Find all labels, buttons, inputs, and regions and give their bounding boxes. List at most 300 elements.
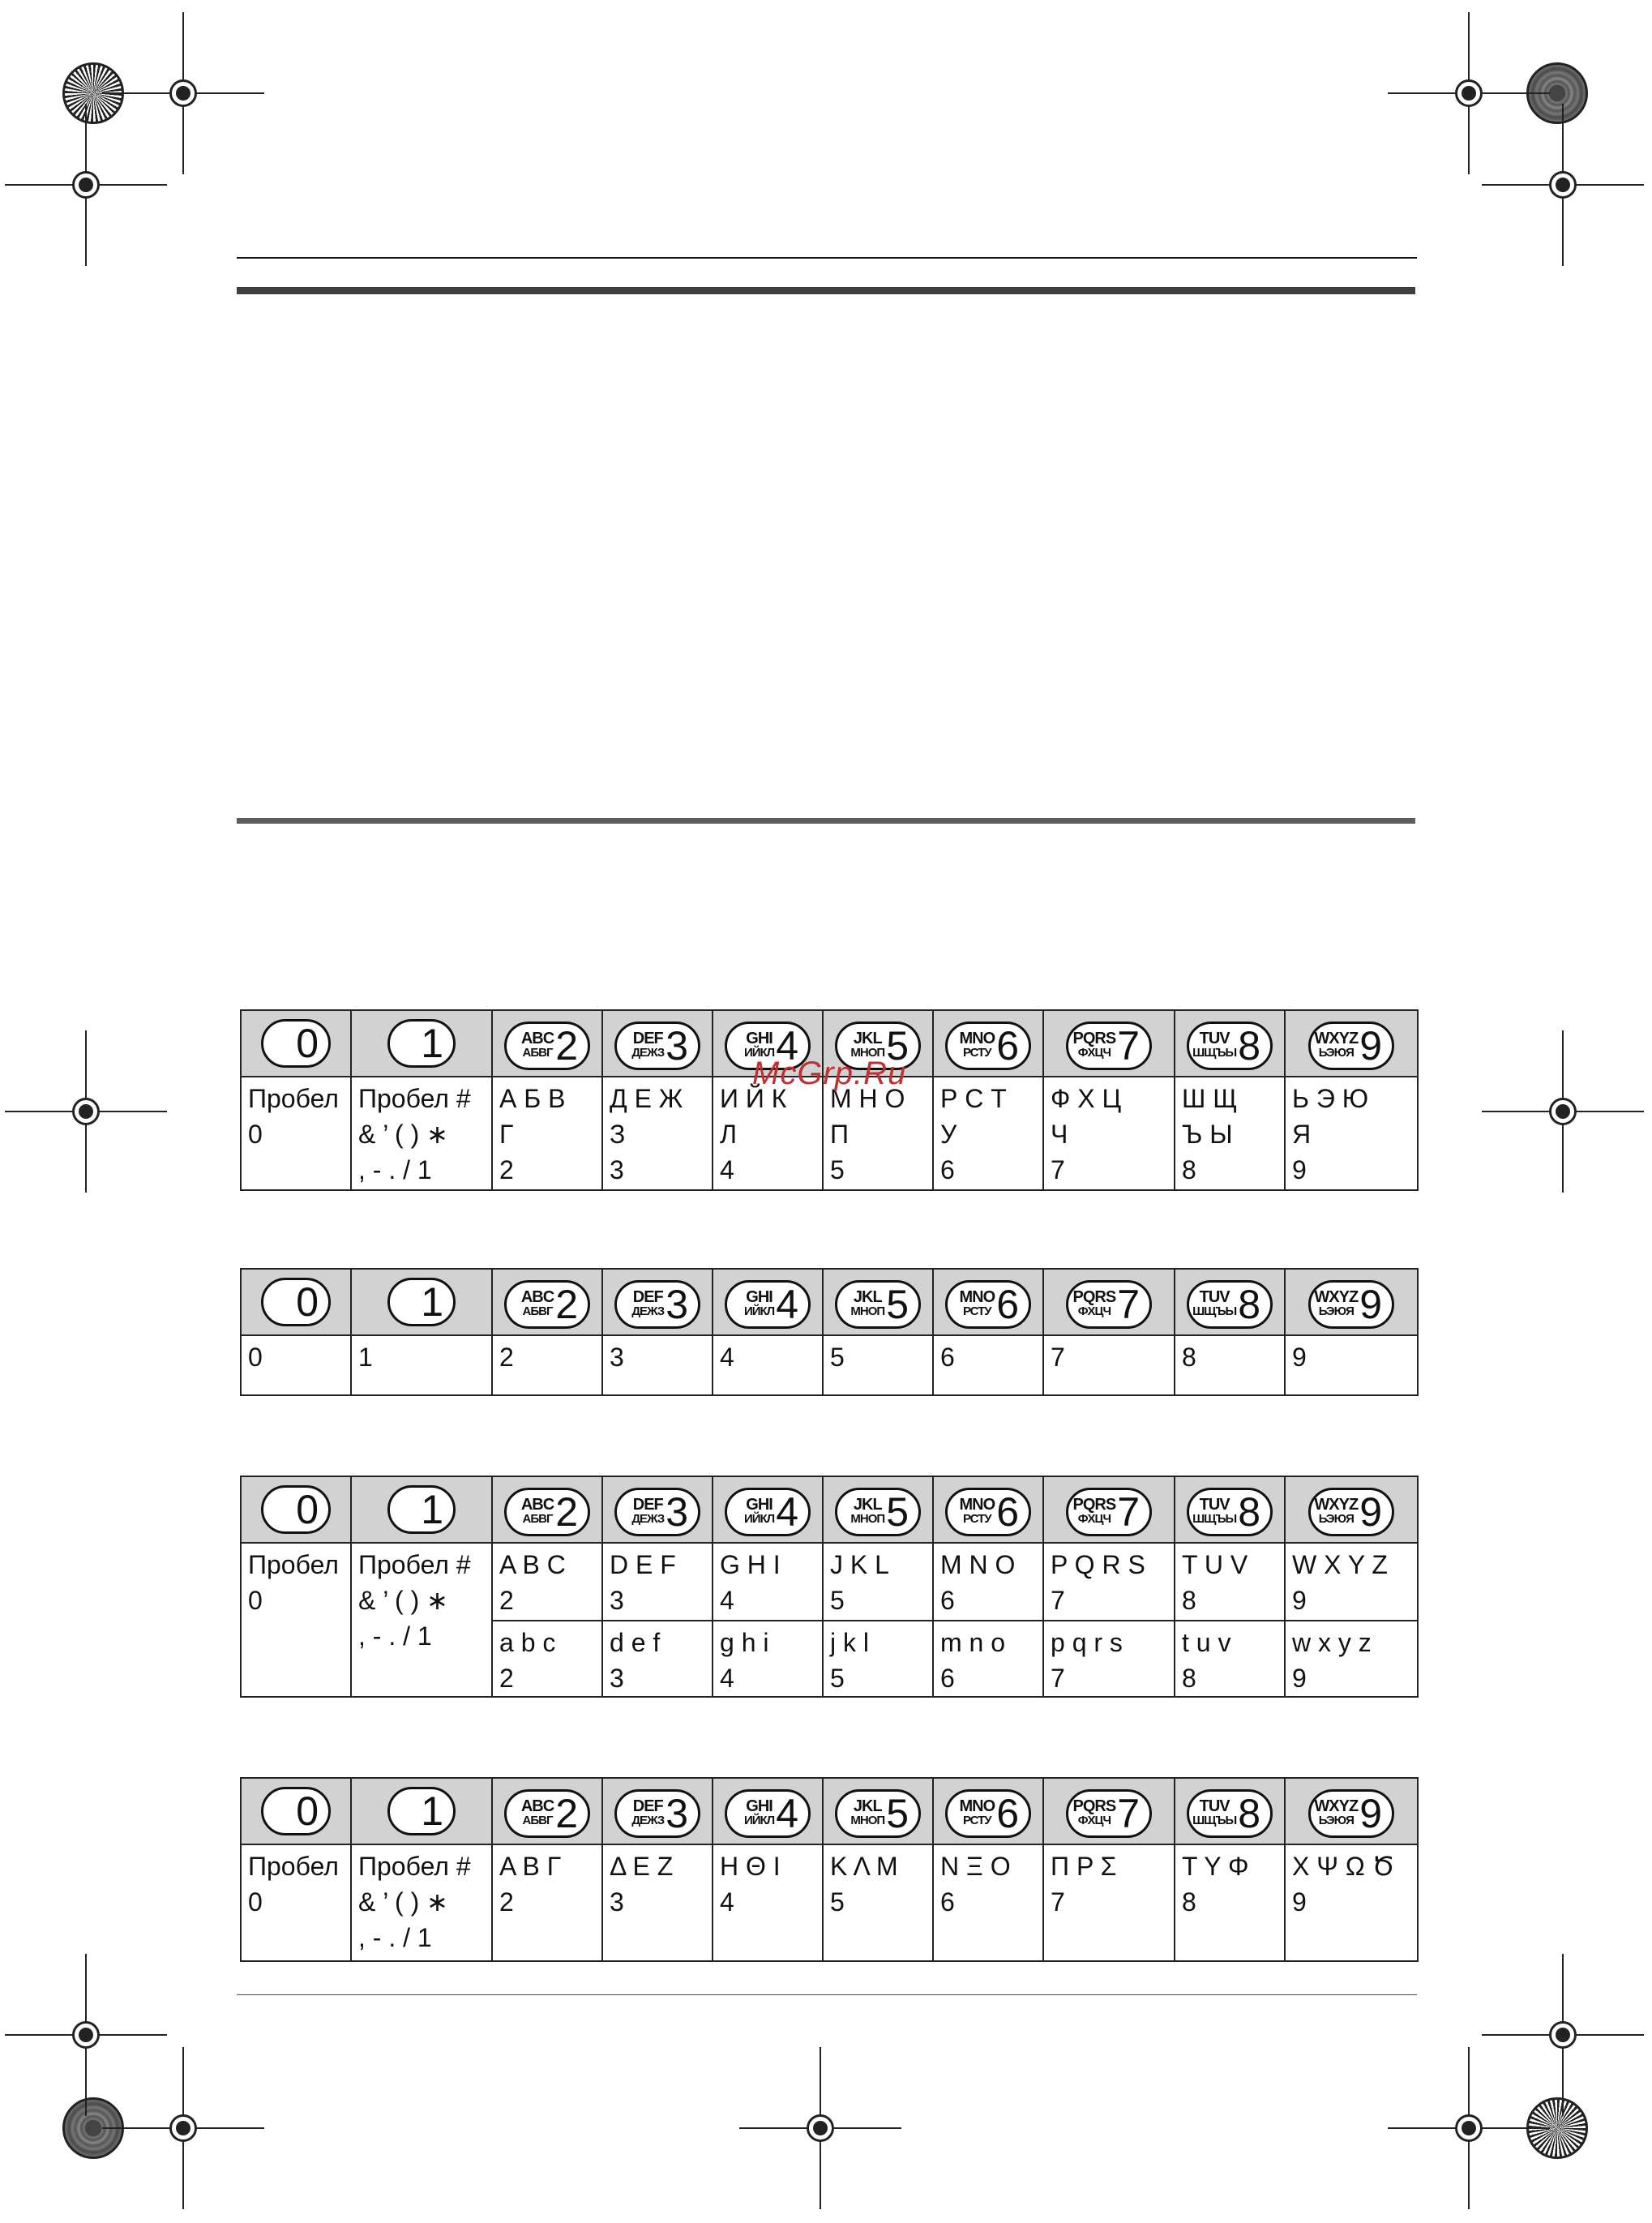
crosshair-dot [1556, 2028, 1570, 2042]
cell-text: Я [1292, 1120, 1312, 1149]
key-latin-letters: PQRS [1072, 1288, 1116, 1306]
table-cell [1285, 1335, 1418, 1395]
cell-text: Д Е Ж [610, 1084, 683, 1113]
crosshair-dot [1556, 1104, 1570, 1119]
cell-text: T U V [1182, 1550, 1248, 1579]
key-latin-letters: MNO [959, 1288, 995, 1306]
keypad-key-4-icon [725, 1488, 811, 1536]
cell-text: Ф Х Ц [1051, 1084, 1122, 1113]
key-header-cell [933, 1010, 1043, 1077]
key-latin-letters: PQRS [1072, 1030, 1116, 1047]
key-digit: 7 [1117, 1023, 1140, 1069]
key-digit: 4 [776, 1791, 798, 1836]
key-latin-letters: ABC [520, 1797, 554, 1815]
numeric-key-table [240, 1268, 1419, 1396]
cyrillic-key-table [240, 1009, 1419, 1191]
keypad-key-4-icon [725, 1789, 811, 1838]
cell-text: Л [720, 1120, 737, 1149]
key-cyrillic-letters: МНОП [850, 1304, 885, 1318]
cell-text: 5 [830, 1887, 845, 1917]
cell-text: Ν Ξ Ο [940, 1852, 1011, 1881]
key-digit: 8 [1238, 1282, 1260, 1327]
key-header-row [241, 1778, 1418, 1844]
cell-text: 2 [499, 1887, 514, 1917]
key-cyrillic-letters: ИЙКЛ [743, 1304, 775, 1318]
keypad-key-6-icon [945, 1488, 1031, 1536]
cell-text: 7 [1051, 1155, 1065, 1184]
keypad-key-9-icon [1308, 1022, 1394, 1070]
key-header-cell [602, 1476, 713, 1543]
cell-text: 8 [1182, 1887, 1196, 1917]
key-cyrillic-letters: ШЩЪЫ [1192, 1512, 1237, 1526]
key-latin-letters: WXYZ [1314, 1030, 1359, 1047]
cell-text: Κ Λ Μ [830, 1852, 898, 1881]
key-cyrillic-letters: ЬЭЮЯ [1318, 1814, 1354, 1827]
table-cell [602, 1077, 713, 1190]
table-cell [1043, 1543, 1175, 1621]
key-latin-letters: DEF [632, 1496, 663, 1514]
keypad-key-7-icon [1066, 1789, 1152, 1838]
cell-text: J K L [830, 1550, 889, 1579]
key-cyrillic-letters: ШЩЪЫ [1192, 1814, 1237, 1827]
cell-text: 4 [720, 1887, 734, 1917]
key-digit: 5 [886, 1023, 909, 1069]
keypad-key-8-icon [1187, 1488, 1273, 1536]
table-cell [492, 1335, 602, 1395]
key-header-cell [713, 1476, 823, 1543]
table-cell [492, 1844, 602, 1961]
keypad-key-6-icon [945, 1789, 1031, 1838]
key-header-cell [933, 1778, 1043, 1844]
key-header-cell [1043, 1010, 1175, 1077]
key-latin-letters: GHI [746, 1030, 773, 1047]
header-rule-thick [237, 287, 1415, 294]
key-cyrillic-letters: РСТУ [963, 1304, 991, 1318]
table-cell [1043, 1335, 1175, 1395]
key-header-row [241, 1269, 1418, 1335]
key-digit: 2 [555, 1489, 578, 1535]
cell-text: И Й К [720, 1084, 787, 1113]
key-digit: 9 [1359, 1791, 1382, 1836]
cell-text: 4 [720, 1155, 734, 1184]
table-row [241, 1335, 1418, 1395]
cell-text: П [830, 1120, 849, 1149]
cell-text: 3 [610, 1664, 624, 1693]
key-digit: 0 [296, 1788, 319, 1834]
key-cyrillic-letters: МНОП [850, 1814, 885, 1827]
cell-text: 4 [720, 1664, 734, 1693]
key-digit: 6 [996, 1023, 1019, 1069]
table-row [241, 1844, 1418, 1961]
keypad-key-3-icon [614, 1789, 700, 1838]
key-cyrillic-letters: РСТУ [963, 1814, 991, 1827]
cell-text: 2 [499, 1664, 514, 1693]
cell-text: Г [499, 1120, 514, 1149]
keypad-key-2-icon [504, 1789, 590, 1838]
cell-text: Пробел [248, 1550, 339, 1579]
crosshair-dot [176, 86, 190, 101]
cell-text: Α Β Γ [499, 1852, 562, 1881]
table-row [241, 1077, 1418, 1190]
key-latin-letters: GHI [746, 1288, 773, 1306]
table-cell [933, 1621, 1043, 1697]
cell-text: w x y z [1292, 1628, 1372, 1657]
key-digit: 2 [555, 1791, 578, 1836]
cell-text: 6 [940, 1155, 955, 1184]
key-cyrillic-letters: ФХЦЧ [1077, 1512, 1111, 1526]
key-digit: 4 [776, 1023, 798, 1069]
key-latin-letters: ABC [520, 1030, 554, 1047]
cell-text: З [610, 1120, 626, 1149]
key-cyrillic-letters: ДЕЖЗ [631, 1512, 665, 1526]
keypad-key-8-icon [1187, 1789, 1273, 1838]
section-rule [237, 818, 1415, 824]
keypad-key-1-icon [387, 1019, 456, 1068]
cell-text: & ’ ( ) ∗ [358, 1586, 448, 1615]
key-cyrillic-letters: АБВГ [522, 1814, 553, 1827]
key-cyrillic-letters: РСТУ [963, 1512, 991, 1526]
table-cell [1175, 1335, 1285, 1395]
keypad-key-3-icon [614, 1280, 700, 1329]
table-cell [602, 1621, 713, 1697]
cell-text: 9 [1292, 1155, 1307, 1184]
cell-text: 2 [499, 1586, 514, 1615]
key-header-cell [602, 1269, 713, 1335]
cell-text: 6 [940, 1586, 955, 1615]
key-latin-letters: PQRS [1072, 1496, 1116, 1514]
key-latin-letters: DEF [632, 1797, 663, 1815]
key-latin-letters: WXYZ [1314, 1288, 1359, 1306]
key-header-cell [1043, 1778, 1175, 1844]
key-digit: 6 [996, 1791, 1019, 1836]
key-header-cell [1175, 1476, 1285, 1543]
cell-text: 6 [940, 1343, 955, 1372]
key-header-cell [241, 1010, 351, 1077]
key-latin-letters: JKL [853, 1496, 882, 1514]
cell-text: 5 [830, 1586, 845, 1615]
table-cell [241, 1844, 351, 1961]
key-digit: 8 [1238, 1489, 1260, 1535]
cell-text: 9 [1292, 1343, 1307, 1372]
cell-text: 3 [610, 1155, 624, 1184]
key-header-cell [823, 1778, 933, 1844]
table-cell [1043, 1077, 1175, 1190]
cell-text: М Н О [830, 1084, 905, 1113]
cell-text: 9 [1292, 1664, 1307, 1693]
latin-key-table [240, 1476, 1419, 1698]
table-cell [713, 1543, 823, 1621]
key-header-cell [602, 1778, 713, 1844]
cell-text: Χ Ψ Ω Ծ [1292, 1852, 1395, 1881]
crosshair-dot [79, 178, 93, 192]
table-cell [602, 1335, 713, 1395]
table-cell [1043, 1621, 1175, 1697]
cell-text: m n o [940, 1628, 1006, 1657]
key-header-cell [1285, 1010, 1418, 1077]
key-cyrillic-letters: АБВГ [522, 1304, 553, 1318]
cell-text: 6 [940, 1887, 955, 1917]
cell-text: Пробел # [358, 1550, 471, 1579]
table-cell [713, 1077, 823, 1190]
key-cyrillic-letters: ФХЦЧ [1077, 1046, 1111, 1060]
cell-text: А Б В [499, 1084, 566, 1113]
key-latin-letters: WXYZ [1314, 1797, 1359, 1815]
cell-text: 0 [248, 1343, 263, 1372]
crosshair-dot [79, 2028, 93, 2042]
table-cell [713, 1335, 823, 1395]
key-header-cell [351, 1778, 492, 1844]
cell-text: 9 [1292, 1586, 1307, 1615]
keypad-key-1-icon [387, 1787, 456, 1835]
key-digit: 8 [1238, 1023, 1260, 1069]
keypad-key-9-icon [1308, 1280, 1394, 1329]
key-header-cell [823, 1476, 933, 1543]
table-cell [713, 1844, 823, 1961]
cell-text: 8 [1182, 1664, 1196, 1693]
table-cell [823, 1335, 933, 1395]
crosshair-dot [1556, 178, 1570, 192]
key-digit: 5 [886, 1489, 909, 1535]
keypad-key-7-icon [1066, 1488, 1152, 1536]
keypad-key-9-icon [1308, 1789, 1394, 1838]
key-cyrillic-letters: МНОП [850, 1046, 885, 1060]
key-digit: 3 [666, 1791, 688, 1836]
keypad-key-5-icon [835, 1280, 921, 1329]
table-cell [1285, 1543, 1418, 1621]
keypad-key-8-icon [1187, 1280, 1273, 1329]
key-header-cell [713, 1269, 823, 1335]
key-header-cell [602, 1010, 713, 1077]
keypad-key-0-icon [261, 1278, 331, 1326]
keypad-key-1-icon [387, 1485, 456, 1534]
key-header-cell [1175, 1010, 1285, 1077]
key-latin-letters: JKL [853, 1288, 882, 1306]
cell-text: 8 [1182, 1343, 1196, 1372]
cell-text: A B C [499, 1550, 566, 1579]
keypad-key-0-icon [261, 1787, 331, 1835]
table-cell [1175, 1844, 1285, 1961]
key-header-cell [1285, 1476, 1418, 1543]
cell-text: p q r s [1051, 1628, 1123, 1657]
key-header-cell [241, 1476, 351, 1543]
key-header-cell [492, 1476, 602, 1543]
key-cyrillic-letters: ИЙКЛ [743, 1046, 775, 1060]
key-header-cell [351, 1269, 492, 1335]
key-digit: 5 [886, 1791, 909, 1836]
keypad-key-3-icon [614, 1022, 700, 1070]
key-header-row [241, 1476, 1418, 1543]
keypad-key-0-icon [261, 1019, 331, 1068]
table-cell [602, 1543, 713, 1621]
greek-key-table [240, 1777, 1419, 1962]
key-digit: 9 [1359, 1489, 1382, 1535]
key-latin-letters: PQRS [1072, 1797, 1116, 1815]
table-cell [492, 1543, 602, 1621]
key-latin-letters: GHI [746, 1496, 773, 1514]
cell-text: 4 [720, 1586, 734, 1615]
key-header-cell [492, 1778, 602, 1844]
cell-text: Пробел # [358, 1084, 471, 1113]
table-cell [1175, 1077, 1285, 1190]
table-cell [823, 1543, 933, 1621]
key-latin-letters: TUV [1199, 1797, 1230, 1815]
cell-text: 0 [248, 1586, 263, 1615]
cell-text: 2 [499, 1155, 514, 1184]
cell-text: a b c [499, 1628, 556, 1657]
key-cyrillic-letters: ИЙКЛ [743, 1512, 775, 1526]
key-header-cell [933, 1476, 1043, 1543]
cell-text: 5 [830, 1155, 845, 1184]
key-digit: 0 [296, 1021, 319, 1066]
key-header-cell [1175, 1269, 1285, 1335]
keypad-key-6-icon [945, 1280, 1031, 1329]
key-digit: 3 [666, 1282, 688, 1327]
key-header-cell [1043, 1476, 1175, 1543]
keypad-key-2-icon [504, 1280, 590, 1329]
cell-text: , - . / 1 [358, 1923, 432, 1952]
key-digit: 1 [421, 1487, 443, 1532]
key-digit: 6 [996, 1282, 1019, 1327]
key-digit: 3 [666, 1023, 688, 1069]
key-digit: 2 [555, 1282, 578, 1327]
key-header-cell [1175, 1778, 1285, 1844]
key-latin-letters: ABC [520, 1496, 554, 1514]
key-digit: 1 [421, 1279, 443, 1325]
key-header-cell [1285, 1269, 1418, 1335]
key-header-cell [1285, 1778, 1418, 1844]
key-digit: 0 [296, 1279, 319, 1325]
cell-text: 7 [1051, 1664, 1065, 1693]
key-cyrillic-letters: ДЕЖЗ [631, 1814, 665, 1827]
cell-text: Пробел [248, 1852, 339, 1881]
key-latin-letters: WXYZ [1314, 1496, 1359, 1514]
watermark: McGrp.Ru [752, 1056, 907, 1091]
cell-text: 6 [940, 1664, 955, 1693]
key-latin-letters: TUV [1199, 1288, 1230, 1306]
key-latin-letters: DEF [632, 1030, 663, 1047]
table-cell [823, 1077, 933, 1190]
cell-text: , - . / 1 [358, 1621, 432, 1651]
keypad-key-3-icon [614, 1488, 700, 1536]
table-cell [1285, 1621, 1418, 1697]
key-cyrillic-letters: РСТУ [963, 1046, 991, 1060]
key-header-cell [241, 1269, 351, 1335]
cell-text: W X Y Z [1292, 1550, 1388, 1579]
table-cell [933, 1844, 1043, 1961]
table-cell [933, 1543, 1043, 1621]
key-digit: 7 [1117, 1282, 1140, 1327]
cell-text: 5 [830, 1664, 845, 1693]
key-digit: 1 [421, 1788, 443, 1834]
key-digit: 1 [421, 1021, 443, 1066]
cell-text: Π Ρ Σ [1051, 1852, 1117, 1881]
key-header-cell [713, 1778, 823, 1844]
table-cell [351, 1844, 492, 1961]
table-row [241, 1543, 1418, 1621]
keypad-key-4-icon [725, 1280, 811, 1329]
table-cell [1043, 1844, 1175, 1961]
key-cyrillic-letters: ДЕЖЗ [631, 1046, 665, 1060]
keypad-key-2-icon [504, 1022, 590, 1070]
key-cyrillic-letters: ДЕЖЗ [631, 1304, 665, 1318]
table-cell [823, 1621, 933, 1697]
key-cyrillic-letters: ЬЭЮЯ [1318, 1512, 1354, 1526]
cell-text: 2 [499, 1343, 514, 1372]
cell-text: D E F [610, 1550, 676, 1579]
cell-text: Ь Э Ю [1292, 1084, 1369, 1113]
crosshair-dot [79, 1104, 93, 1119]
cell-text: 3 [610, 1343, 624, 1372]
keypad-key-2-icon [504, 1488, 590, 1536]
cell-text: G H I [720, 1550, 781, 1579]
cell-text: 8 [1182, 1155, 1196, 1184]
cell-text: Η Θ Ι [720, 1852, 781, 1881]
cell-text: Δ Ε Ζ [610, 1852, 674, 1881]
table-cell [351, 1543, 492, 1697]
cell-text: Ш Щ [1182, 1084, 1238, 1113]
cell-text: Пробел # [358, 1852, 471, 1881]
cell-text: 0 [248, 1120, 263, 1149]
crosshair-dot [176, 2121, 190, 2135]
key-cyrillic-letters: ЬЭЮЯ [1318, 1304, 1354, 1318]
key-header-cell [823, 1269, 933, 1335]
table-cell [823, 1844, 933, 1961]
keypad-key-5-icon [835, 1488, 921, 1536]
cell-text: 7 [1051, 1586, 1065, 1615]
cell-text: 7 [1051, 1343, 1065, 1372]
cell-text: 1 [358, 1343, 373, 1372]
cell-text: P Q R S [1051, 1550, 1145, 1579]
table-cell [241, 1335, 351, 1395]
table-cell [933, 1077, 1043, 1190]
key-latin-letters: JKL [853, 1030, 882, 1047]
key-latin-letters: GHI [746, 1797, 773, 1815]
table-cell [1175, 1621, 1285, 1697]
key-digit: 9 [1359, 1023, 1382, 1069]
key-latin-letters: ABC [520, 1288, 554, 1306]
keypad-key-0-icon [261, 1485, 331, 1534]
key-latin-letters: DEF [632, 1288, 663, 1306]
cell-text: M N O [940, 1550, 1016, 1579]
key-header-cell [933, 1269, 1043, 1335]
key-latin-letters: MNO [959, 1496, 995, 1514]
key-digit: 2 [555, 1023, 578, 1069]
crosshair-dot [1462, 86, 1476, 101]
key-cyrillic-letters: АБВГ [522, 1512, 553, 1526]
cell-text: 9 [1292, 1887, 1307, 1917]
table-cell [241, 1543, 351, 1697]
cell-text: У [940, 1120, 957, 1149]
table-cell [1175, 1543, 1285, 1621]
cell-text: Ъ Ы [1182, 1120, 1233, 1149]
key-digit: 4 [776, 1282, 798, 1327]
cell-text: 8 [1182, 1586, 1196, 1615]
keypad-key-7-icon [1066, 1022, 1152, 1070]
key-cyrillic-letters: ЬЭЮЯ [1318, 1046, 1354, 1060]
keypad-key-7-icon [1066, 1280, 1152, 1329]
keypad-key-8-icon [1187, 1022, 1273, 1070]
table-cell [1285, 1844, 1418, 1961]
cell-text: Пробел [248, 1084, 339, 1113]
key-cyrillic-letters: ФХЦЧ [1077, 1814, 1111, 1827]
key-header-cell [1043, 1269, 1175, 1335]
keypad-key-1-icon [387, 1278, 456, 1326]
key-digit: 9 [1359, 1282, 1382, 1327]
key-latin-letters: TUV [1199, 1496, 1230, 1514]
cell-text: 7 [1051, 1887, 1065, 1917]
cell-text: d e f [610, 1628, 661, 1657]
table-cell [492, 1621, 602, 1697]
